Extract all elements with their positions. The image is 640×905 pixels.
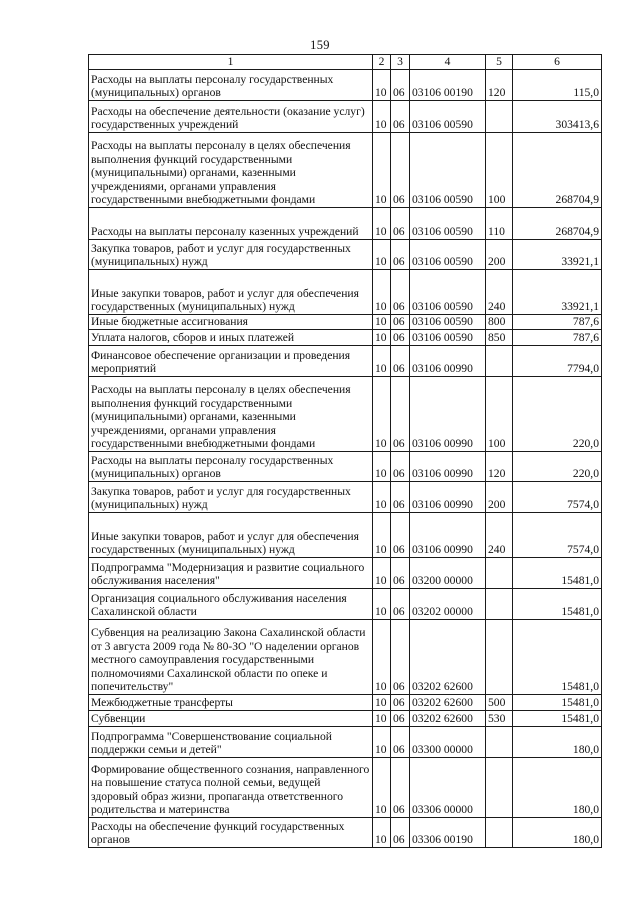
section-code-cell: 10 bbox=[373, 558, 391, 589]
section-code-cell: 10 bbox=[373, 70, 391, 101]
table-row bbox=[89, 727, 602, 758]
subsection-code-cell: 06 bbox=[391, 452, 410, 482]
item-name-cell: Иные бюджетные ассигнования bbox=[89, 315, 373, 330]
table-row bbox=[89, 482, 602, 513]
table-row bbox=[89, 70, 602, 101]
target-article-code-cell: 03106 00590 bbox=[410, 330, 486, 346]
amount-cell: 787,6 bbox=[513, 330, 602, 346]
section-code-cell: 10 bbox=[373, 208, 391, 240]
table-row bbox=[89, 101, 602, 133]
subsection-code-cell: 06 bbox=[391, 133, 410, 208]
subsection-code-cell: 06 bbox=[391, 70, 410, 101]
table-row bbox=[89, 452, 602, 482]
amount-cell: 15481,0 bbox=[513, 711, 602, 727]
target-article-code-cell: 03300 00000 bbox=[410, 727, 486, 758]
target-article-code-cell: 03202 00000 bbox=[410, 589, 486, 620]
expense-type-code-cell: 110 bbox=[486, 208, 513, 240]
table-row bbox=[89, 711, 602, 727]
amount-cell: 268704,9 bbox=[513, 208, 602, 240]
subsection-code-cell: 06 bbox=[391, 711, 410, 727]
item-name-cell: Закупка товаров, работ и услуг для государственных (муниципальных) нужд bbox=[89, 482, 373, 513]
section-code-cell: 10 bbox=[373, 589, 391, 620]
section-code-cell: 10 bbox=[373, 711, 391, 727]
section-code-cell: 10 bbox=[373, 133, 391, 208]
table-row bbox=[89, 270, 602, 315]
table-row bbox=[89, 695, 602, 711]
section-code-cell: 10 bbox=[373, 452, 391, 482]
expense-type-code-cell bbox=[486, 346, 513, 377]
target-article-code-cell: 03106 00990 bbox=[410, 482, 486, 513]
target-article-code-cell: 03306 00190 bbox=[410, 818, 486, 848]
subsection-code-cell: 06 bbox=[391, 101, 410, 133]
target-article-code-cell: 03106 00990 bbox=[410, 513, 486, 558]
table-row bbox=[89, 758, 602, 818]
table-row bbox=[89, 558, 602, 589]
amount-cell: 115,0 bbox=[513, 70, 602, 101]
table-body bbox=[89, 70, 602, 848]
header-col-6: 6 bbox=[513, 55, 602, 70]
item-name-cell: Организация социального обслуживания населения Сахалинской области bbox=[89, 589, 373, 620]
section-code-cell: 10 bbox=[373, 695, 391, 711]
expense-type-code-cell: 200 bbox=[486, 482, 513, 513]
target-article-code-cell: 03106 00590 bbox=[410, 101, 486, 133]
subsection-code-cell: 06 bbox=[391, 818, 410, 848]
expense-type-code-cell: 100 bbox=[486, 133, 513, 208]
table-row bbox=[89, 620, 602, 695]
section-code-cell: 10 bbox=[373, 377, 391, 452]
item-name-cell: Уплата налогов, сборов и иных платежей bbox=[89, 330, 373, 346]
subsection-code-cell: 06 bbox=[391, 346, 410, 377]
subsection-code-cell: 06 bbox=[391, 208, 410, 240]
section-code-cell: 10 bbox=[373, 240, 391, 270]
expense-type-code-cell bbox=[486, 558, 513, 589]
subsection-code-cell: 06 bbox=[391, 513, 410, 558]
section-code-cell: 10 bbox=[373, 818, 391, 848]
page-number: 159 bbox=[310, 38, 330, 52]
amount-cell: 303413,6 bbox=[513, 101, 602, 133]
target-article-code-cell: 03306 00000 bbox=[410, 758, 486, 818]
item-name-cell: Подпрограмма "Модернизация и развитие социального обслуживания населения" bbox=[89, 558, 373, 589]
table-row bbox=[89, 513, 602, 558]
table-row bbox=[89, 346, 602, 377]
expense-type-code-cell: 120 bbox=[486, 452, 513, 482]
expense-type-code-cell: 850 bbox=[486, 330, 513, 346]
item-name-cell: Расходы на выплаты персоналу в целях обеспечения выполнения функций государственными (муниципальными) органами, казенными учреждениями, органами управления государственными внебюджетными фондами bbox=[89, 133, 373, 208]
item-name-cell: Финансовое обеспечение организации и проведения мероприятий bbox=[89, 346, 373, 377]
amount-cell: 180,0 bbox=[513, 727, 602, 758]
item-name-cell: Расходы на выплаты персоналу в целях обеспечения выполнения функций государственными (муниципальными) органами, казенными учреждениями, органами управления государственными внебюджетными фондами bbox=[89, 377, 373, 452]
item-name-cell: Расходы на обеспечение функций государственных органов bbox=[89, 818, 373, 848]
item-name-cell: Расходы на выплаты персоналу государственных (муниципальных) органов bbox=[89, 70, 373, 101]
item-name-cell: Субвенции bbox=[89, 711, 373, 727]
table-row bbox=[89, 240, 602, 270]
amount-cell: 15481,0 bbox=[513, 558, 602, 589]
amount-cell: 15481,0 bbox=[513, 695, 602, 711]
subsection-code-cell: 06 bbox=[391, 270, 410, 315]
header-col-1: 1 bbox=[89, 55, 373, 70]
section-code-cell: 10 bbox=[373, 758, 391, 818]
target-article-code-cell: 03202 62600 bbox=[410, 711, 486, 727]
header-col-4: 4 bbox=[410, 55, 486, 70]
section-code-cell: 10 bbox=[373, 330, 391, 346]
subsection-code-cell: 06 bbox=[391, 315, 410, 330]
expense-type-code-cell: 100 bbox=[486, 377, 513, 452]
amount-cell: 180,0 bbox=[513, 818, 602, 848]
section-code-cell: 10 bbox=[373, 727, 391, 758]
header-col-5: 5 bbox=[486, 55, 513, 70]
table-row bbox=[89, 330, 602, 346]
item-name-cell: Расходы на выплаты персоналу казенных учреждений bbox=[89, 208, 373, 240]
section-code-cell: 10 bbox=[373, 101, 391, 133]
subsection-code-cell: 06 bbox=[391, 558, 410, 589]
expense-type-code-cell bbox=[486, 758, 513, 818]
section-code-cell: 10 bbox=[373, 620, 391, 695]
target-article-code-cell: 03106 00990 bbox=[410, 452, 486, 482]
target-article-code-cell: 03106 00590 bbox=[410, 133, 486, 208]
subsection-code-cell: 06 bbox=[391, 377, 410, 452]
subsection-code-cell: 06 bbox=[391, 240, 410, 270]
target-article-code-cell: 03200 00000 bbox=[410, 558, 486, 589]
amount-cell: 15481,0 bbox=[513, 589, 602, 620]
expense-type-code-cell: 120 bbox=[486, 70, 513, 101]
amount-cell: 15481,0 bbox=[513, 620, 602, 695]
section-code-cell: 10 bbox=[373, 513, 391, 558]
expense-type-code-cell: 200 bbox=[486, 240, 513, 270]
target-article-code-cell: 03106 00990 bbox=[410, 377, 486, 452]
subsection-code-cell: 06 bbox=[391, 620, 410, 695]
section-code-cell: 10 bbox=[373, 270, 391, 315]
target-article-code-cell: 03106 00590 bbox=[410, 270, 486, 315]
item-name-cell: Закупка товаров, работ и услуг для государственных (муниципальных) нужд bbox=[89, 240, 373, 270]
subsection-code-cell: 06 bbox=[391, 727, 410, 758]
expense-type-code-cell: 240 bbox=[486, 270, 513, 315]
expense-type-code-cell bbox=[486, 818, 513, 848]
subsection-code-cell: 06 bbox=[391, 330, 410, 346]
subsection-code-cell: 06 bbox=[391, 589, 410, 620]
item-name-cell: Формирование общественного сознания, направленного на повышение статуса полной семьи, ведущей здоровый образ жизни, пропаганда ответственного родительства и материнства bbox=[89, 758, 373, 818]
item-name-cell: Расходы на выплаты персоналу государственных (муниципальных) органов bbox=[89, 452, 373, 482]
target-article-code-cell: 03106 00590 bbox=[410, 315, 486, 330]
target-article-code-cell: 03106 00590 bbox=[410, 208, 486, 240]
table-row bbox=[89, 315, 602, 330]
table-row bbox=[89, 589, 602, 620]
amount-cell: 7574,0 bbox=[513, 482, 602, 513]
expense-type-code-cell: 800 bbox=[486, 315, 513, 330]
table-row bbox=[89, 208, 602, 240]
item-name-cell: Расходы на обеспечение деятельности (оказание услуг) государственных учреждений bbox=[89, 101, 373, 133]
expense-type-code-cell bbox=[486, 620, 513, 695]
table-row bbox=[89, 818, 602, 848]
target-article-code-cell: 03106 00990 bbox=[410, 346, 486, 377]
subsection-code-cell: 06 bbox=[391, 695, 410, 711]
table-row bbox=[89, 133, 602, 208]
item-name-cell: Межбюджетные трансферты bbox=[89, 695, 373, 711]
amount-cell: 268704,9 bbox=[513, 133, 602, 208]
header-col-2: 2 bbox=[373, 55, 391, 70]
amount-cell: 787,6 bbox=[513, 315, 602, 330]
section-code-cell: 10 bbox=[373, 482, 391, 513]
expense-type-code-cell bbox=[486, 727, 513, 758]
amount-cell: 220,0 bbox=[513, 377, 602, 452]
target-article-code-cell: 03202 62600 bbox=[410, 620, 486, 695]
target-article-code-cell: 03106 00590 bbox=[410, 240, 486, 270]
expense-type-code-cell bbox=[486, 589, 513, 620]
subsection-code-cell: 06 bbox=[391, 482, 410, 513]
expense-type-code-cell bbox=[486, 101, 513, 133]
item-name-cell: Подпрограмма "Совершенствование социальной поддержки семьи и детей" bbox=[89, 727, 373, 758]
target-article-code-cell: 03202 62600 bbox=[410, 695, 486, 711]
header-col-3: 3 bbox=[391, 55, 410, 70]
item-name-cell: Иные закупки товаров, работ и услуг для обеспечения государственных (муниципальных) нужд bbox=[89, 270, 373, 315]
budget-table bbox=[88, 54, 602, 848]
expense-type-code-cell: 240 bbox=[486, 513, 513, 558]
section-code-cell: 10 bbox=[373, 315, 391, 330]
target-article-code-cell: 03106 00190 bbox=[410, 70, 486, 101]
table-row bbox=[89, 377, 602, 452]
item-name-cell: Иные закупки товаров, работ и услуг для обеспечения государственных (муниципальных) нужд bbox=[89, 513, 373, 558]
amount-cell: 7794,0 bbox=[513, 346, 602, 377]
header-row bbox=[89, 55, 602, 70]
amount-cell: 220,0 bbox=[513, 452, 602, 482]
amount-cell: 33921,1 bbox=[513, 270, 602, 315]
amount-cell: 33921,1 bbox=[513, 240, 602, 270]
expense-type-code-cell: 500 bbox=[486, 695, 513, 711]
amount-cell: 180,0 bbox=[513, 758, 602, 818]
item-name-cell: Субвенция на реализацию Закона Сахалинской области от 3 августа 2009 года № 80-ЗО "О наделении органов местного самоуправления государственными полномочиями Сахалинской области по опеке и попечительству" bbox=[89, 620, 373, 695]
amount-cell: 7574,0 bbox=[513, 513, 602, 558]
subsection-code-cell: 06 bbox=[391, 758, 410, 818]
expense-type-code-cell: 530 bbox=[486, 711, 513, 727]
section-code-cell: 10 bbox=[373, 346, 391, 377]
